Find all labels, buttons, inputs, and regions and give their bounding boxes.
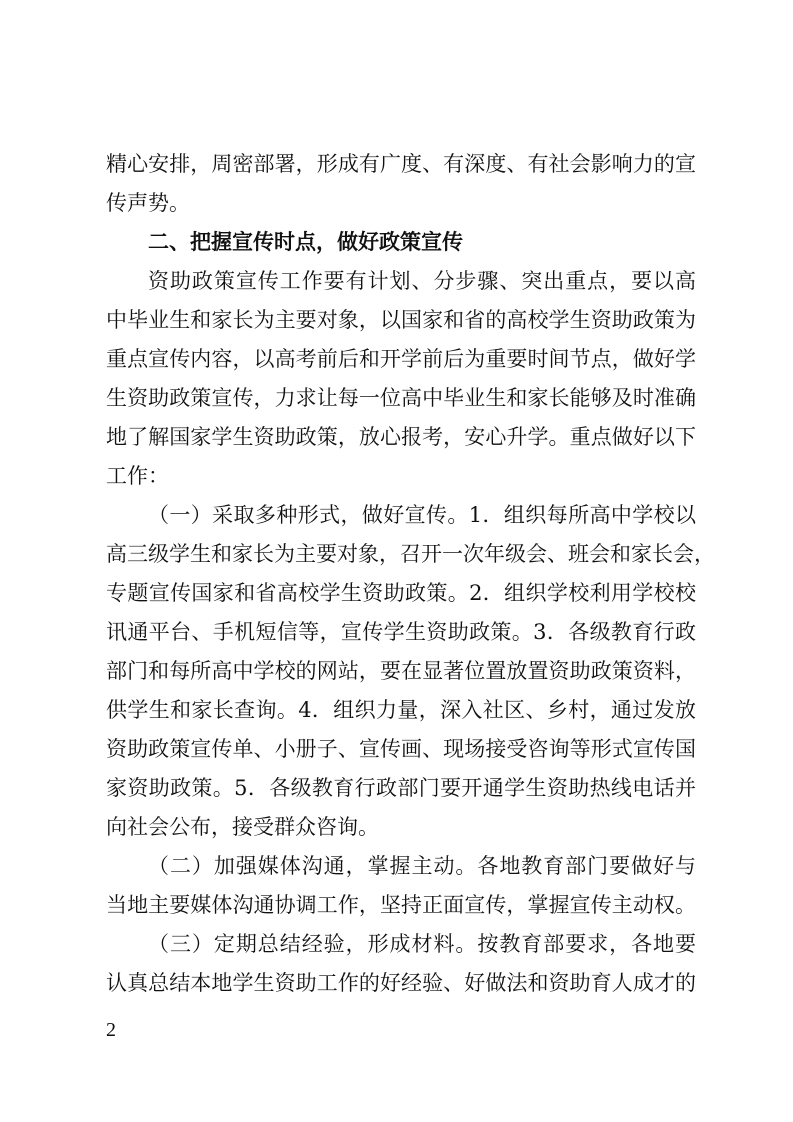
body-line: 工作： [106, 464, 169, 488]
body-line: 认真总结本地学生资助工作的好经验、好做法和资助育人成才的 [106, 971, 696, 995]
body-line: 精心安排，周密部署，形成有广度、有深度、有社会影响力的宣 [106, 152, 696, 176]
section-heading: 二、把握宣传时点，做好政策宣传 [148, 230, 463, 254]
body-line: 资助政策宣传工作要有计划、分步骤、突出重点，要以高 [148, 269, 696, 293]
body-line: （一）采取多种形式，做好宣传。1．组织每所高中学校以 [148, 503, 696, 527]
body-line: 供学生和家长查询。4．组织力量，深入社区、乡村，通过发放 [106, 698, 696, 722]
body-line: 向社会公布，接受群众咨询。 [106, 815, 379, 839]
body-line: （三）定期总结经验，形成材料。按教育部要求，各地要 [148, 932, 696, 956]
body-line: 当地主要媒体沟通协调工作，坚持正面宣传，掌握宣传主动权。 [106, 893, 696, 917]
page-number: 2 [106, 1019, 116, 1041]
body-line: 生资助政策宣传，力求让每一位高中毕业生和家长能够及时准确 [106, 386, 696, 410]
body-line: 重点宣传内容，以高考前后和开学前后为重要时间节点，做好学 [106, 347, 696, 371]
body-line: 高三级学生和家长为主要对象，召开一次年级会、班会和家长会， [106, 542, 715, 566]
body-line: 传声势。 [106, 191, 190, 215]
body-line: 专题宣传国家和省高校学生资助政策。2．组织学校利用学校校 [106, 581, 696, 605]
body-line: （二）加强媒体沟通，掌握主动。各地教育部门要做好与 [148, 854, 696, 878]
body-line: 家资助政策。5．各级教育行政部门要开通学生资助热线电话并 [106, 776, 696, 800]
body-line: 地了解国家学生资助政策，放心报考，安心升学。重点做好以下 [106, 425, 696, 449]
body-line: 部门和每所高中学校的网站，要在显著位置放置资助政策资料， [106, 659, 696, 683]
body-line: 讯通平台、手机短信等，宣传学生资助政策。3．各级教育行政 [106, 620, 696, 644]
body-line: 资助政策宣传单、小册子、宣传画、现场接受咨询等形式宣传国 [106, 737, 696, 761]
body-line: 中毕业生和家长为主要对象，以国家和省的高校学生资助政策为 [106, 308, 696, 332]
